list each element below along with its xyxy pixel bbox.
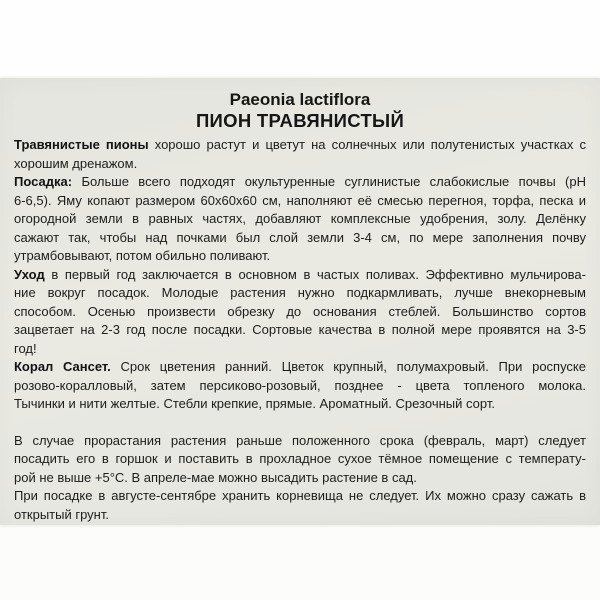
body-text-segment: Тычинки и нити желтые. Стебли крепкие, прямые. Ароматный. Срезочный сорт. xyxy=(14,396,495,411)
text-line xyxy=(14,340,586,359)
plant-label-card xyxy=(0,78,600,525)
text-line xyxy=(14,210,586,229)
body-text-segment: утрамбовывают, потом обильно поливают. xyxy=(14,248,271,263)
body-text-segment: хорошим дренажом. xyxy=(14,155,138,171)
text-line xyxy=(14,303,586,322)
paragraph-gap xyxy=(14,414,586,432)
text-line xyxy=(14,173,586,192)
body-text-segment: в первый год заключается в основном в частых поливах. Эффективно мульчирова- xyxy=(44,266,586,282)
body-text-segment: В случае прорастания растения раньше положенного срока (февраль, март) следует xyxy=(14,432,586,448)
label-body-text xyxy=(14,136,586,524)
latin-plant-name: Paeonia lactiflora xyxy=(229,90,371,109)
text-line xyxy=(14,469,586,488)
section-lead-text: Посадка: xyxy=(14,174,73,189)
text-line xyxy=(14,247,586,266)
body-text-segment: открытый грунт. xyxy=(14,506,109,522)
text-line xyxy=(14,487,586,506)
body-text-segment: 6-6,5). Яму копают размером 60х60х60 см, наполняют её смесью перегноя, торфа, песка и xyxy=(14,192,586,208)
section-lead-text: Уход xyxy=(14,266,45,282)
body-text-segment: посадить его в горшок и поставить в прохладное сухое тёмное помещение с температу- xyxy=(14,451,586,466)
text-line xyxy=(14,136,586,155)
body-text-segment: Больше всего подходят окультуренные суглинистые слабокислые почвы (рН xyxy=(72,174,586,189)
body-text-segment: розово-коралловый, затем персиково-розовый, позднее - цвета топленого молока. xyxy=(14,377,586,393)
body-text-segment: сажают так, чтобы над почками был слой земли 3-4 см, по мере заполнения почву xyxy=(14,229,586,245)
text-line xyxy=(14,192,586,211)
body-text-segment: год! xyxy=(14,340,37,356)
text-line xyxy=(14,266,586,285)
section-lead-text: Корал Сансет. xyxy=(14,359,111,374)
body-text-segment: рой не выше +5°С. В апреле-мае можно высадить растение в сад. xyxy=(14,469,417,485)
body-text-segment: Срок цветения ранний. Цветок крупный, полумахровый. При роспуске xyxy=(110,359,587,374)
text-line xyxy=(14,432,586,451)
text-line xyxy=(14,229,586,248)
text-line xyxy=(14,155,586,174)
body-text-segment: ние вокруг посадок. Молодые растения нужно подкармливать, лучше внекорневым xyxy=(14,285,586,300)
title-block xyxy=(14,90,586,132)
section-lead-text: Травянистые пионы xyxy=(14,137,149,152)
body-text-segment: хорошо растут и цветут на солнечных или полутенистых участках с xyxy=(148,137,586,152)
text-line xyxy=(14,377,586,396)
russian-plant-name: ПИОН ТРАВЯНИСТЫЙ xyxy=(195,110,405,131)
text-line xyxy=(14,358,586,377)
text-line xyxy=(14,321,586,340)
label-content xyxy=(0,78,600,524)
text-line xyxy=(14,284,586,303)
text-line xyxy=(14,450,586,469)
body-text-segment: огородной земли в равных частях, добавляют комплексные удобрения, золу. Делёнку xyxy=(14,211,586,226)
body-text-segment: способом. Осенью произвести обрезку до основания стеблей. Большинство сортов xyxy=(14,303,586,319)
body-text-segment: зацветает на 2-3 год после посадки. Сортовые качества в полной мере проявятся на 3-5 xyxy=(14,322,586,337)
text-line xyxy=(14,395,586,414)
body-text-segment: При посадке в августе-сентябре хранить корневища не следует. Их можно сразу сажать в xyxy=(14,488,586,503)
text-line xyxy=(14,506,586,525)
